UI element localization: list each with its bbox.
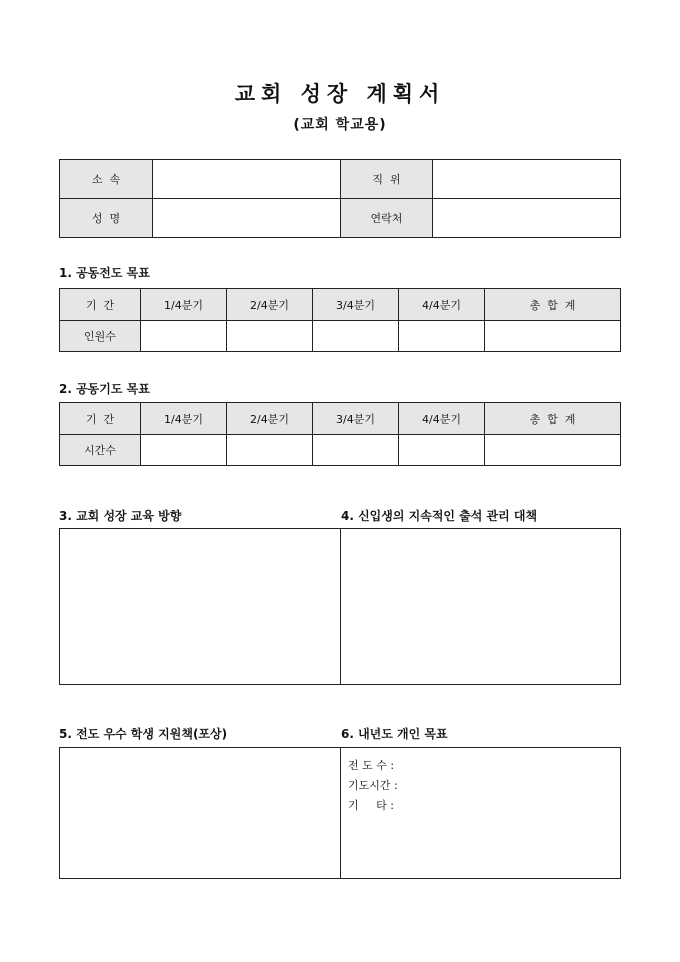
prayer-goal-table: [59, 402, 621, 466]
personal-goal-box[interactable]: [340, 747, 621, 879]
header-q4: 4/4분기: [399, 289, 485, 321]
header-q3: 3/4분기: [313, 403, 399, 435]
section1-heading: 1. 공동전도 목표: [59, 266, 150, 280]
attendance-plan-box[interactable]: [340, 528, 621, 685]
q3-field[interactable]: [313, 321, 399, 352]
goal-other: 기 타 :: [348, 799, 394, 812]
header-total: 총 합 계: [485, 289, 621, 321]
header-period: 기 간: [60, 403, 141, 435]
q2-field[interactable]: [227, 435, 313, 466]
contact-field[interactable]: [433, 199, 621, 238]
q3-field[interactable]: [313, 435, 399, 466]
q2-field[interactable]: [227, 321, 313, 352]
q1-field[interactable]: [141, 435, 227, 466]
header-period: 기 간: [60, 289, 141, 321]
total-field[interactable]: [485, 321, 621, 352]
header-q1: 1/4분기: [141, 403, 227, 435]
evangelism-goal-table: [59, 288, 621, 352]
q4-field[interactable]: [399, 435, 485, 466]
label-position: 직 위: [341, 160, 433, 199]
section5-heading: 5. 전도 우수 학생 지원책(포상): [59, 727, 228, 741]
info-table: [59, 159, 621, 238]
section4-heading: 4. 신입생의 지속적인 출석 관리 대책: [341, 509, 538, 523]
label-contact: 연락처: [341, 199, 433, 238]
header-q4: 4/4분기: [399, 403, 485, 435]
section6-heading: 6. 내년도 개인 목표: [341, 727, 448, 741]
goal-evangelism-count: 전 도 수 :: [348, 759, 395, 772]
label-name: 성 명: [60, 199, 153, 238]
page-subtitle: (교회 학교용): [293, 117, 387, 133]
q4-field[interactable]: [399, 321, 485, 352]
header-q1: 1/4분기: [141, 289, 227, 321]
header-q2: 2/4분기: [227, 403, 313, 435]
header-q3: 3/4분기: [313, 289, 399, 321]
goal-prayer-time: 기도시간 :: [348, 779, 398, 792]
name-field[interactable]: [153, 199, 341, 238]
label-affiliation: 소 속: [60, 160, 153, 199]
education-direction-box[interactable]: [59, 528, 341, 685]
section3-heading: 3. 교회 성장 교육 방향: [59, 509, 182, 523]
q1-field[interactable]: [141, 321, 227, 352]
reward-plan-box[interactable]: [59, 747, 341, 879]
row-label-hours: 시간수: [60, 435, 141, 466]
affiliation-field[interactable]: [153, 160, 341, 199]
position-field[interactable]: [433, 160, 621, 199]
row-label-people: 인원수: [60, 321, 141, 352]
section2-heading: 2. 공동기도 목표: [59, 382, 150, 396]
header-q2: 2/4분기: [227, 289, 313, 321]
page-title: 교회 성장 계획서: [234, 81, 446, 106]
total-field[interactable]: [485, 435, 621, 466]
header-total: 총 합 계: [485, 403, 621, 435]
